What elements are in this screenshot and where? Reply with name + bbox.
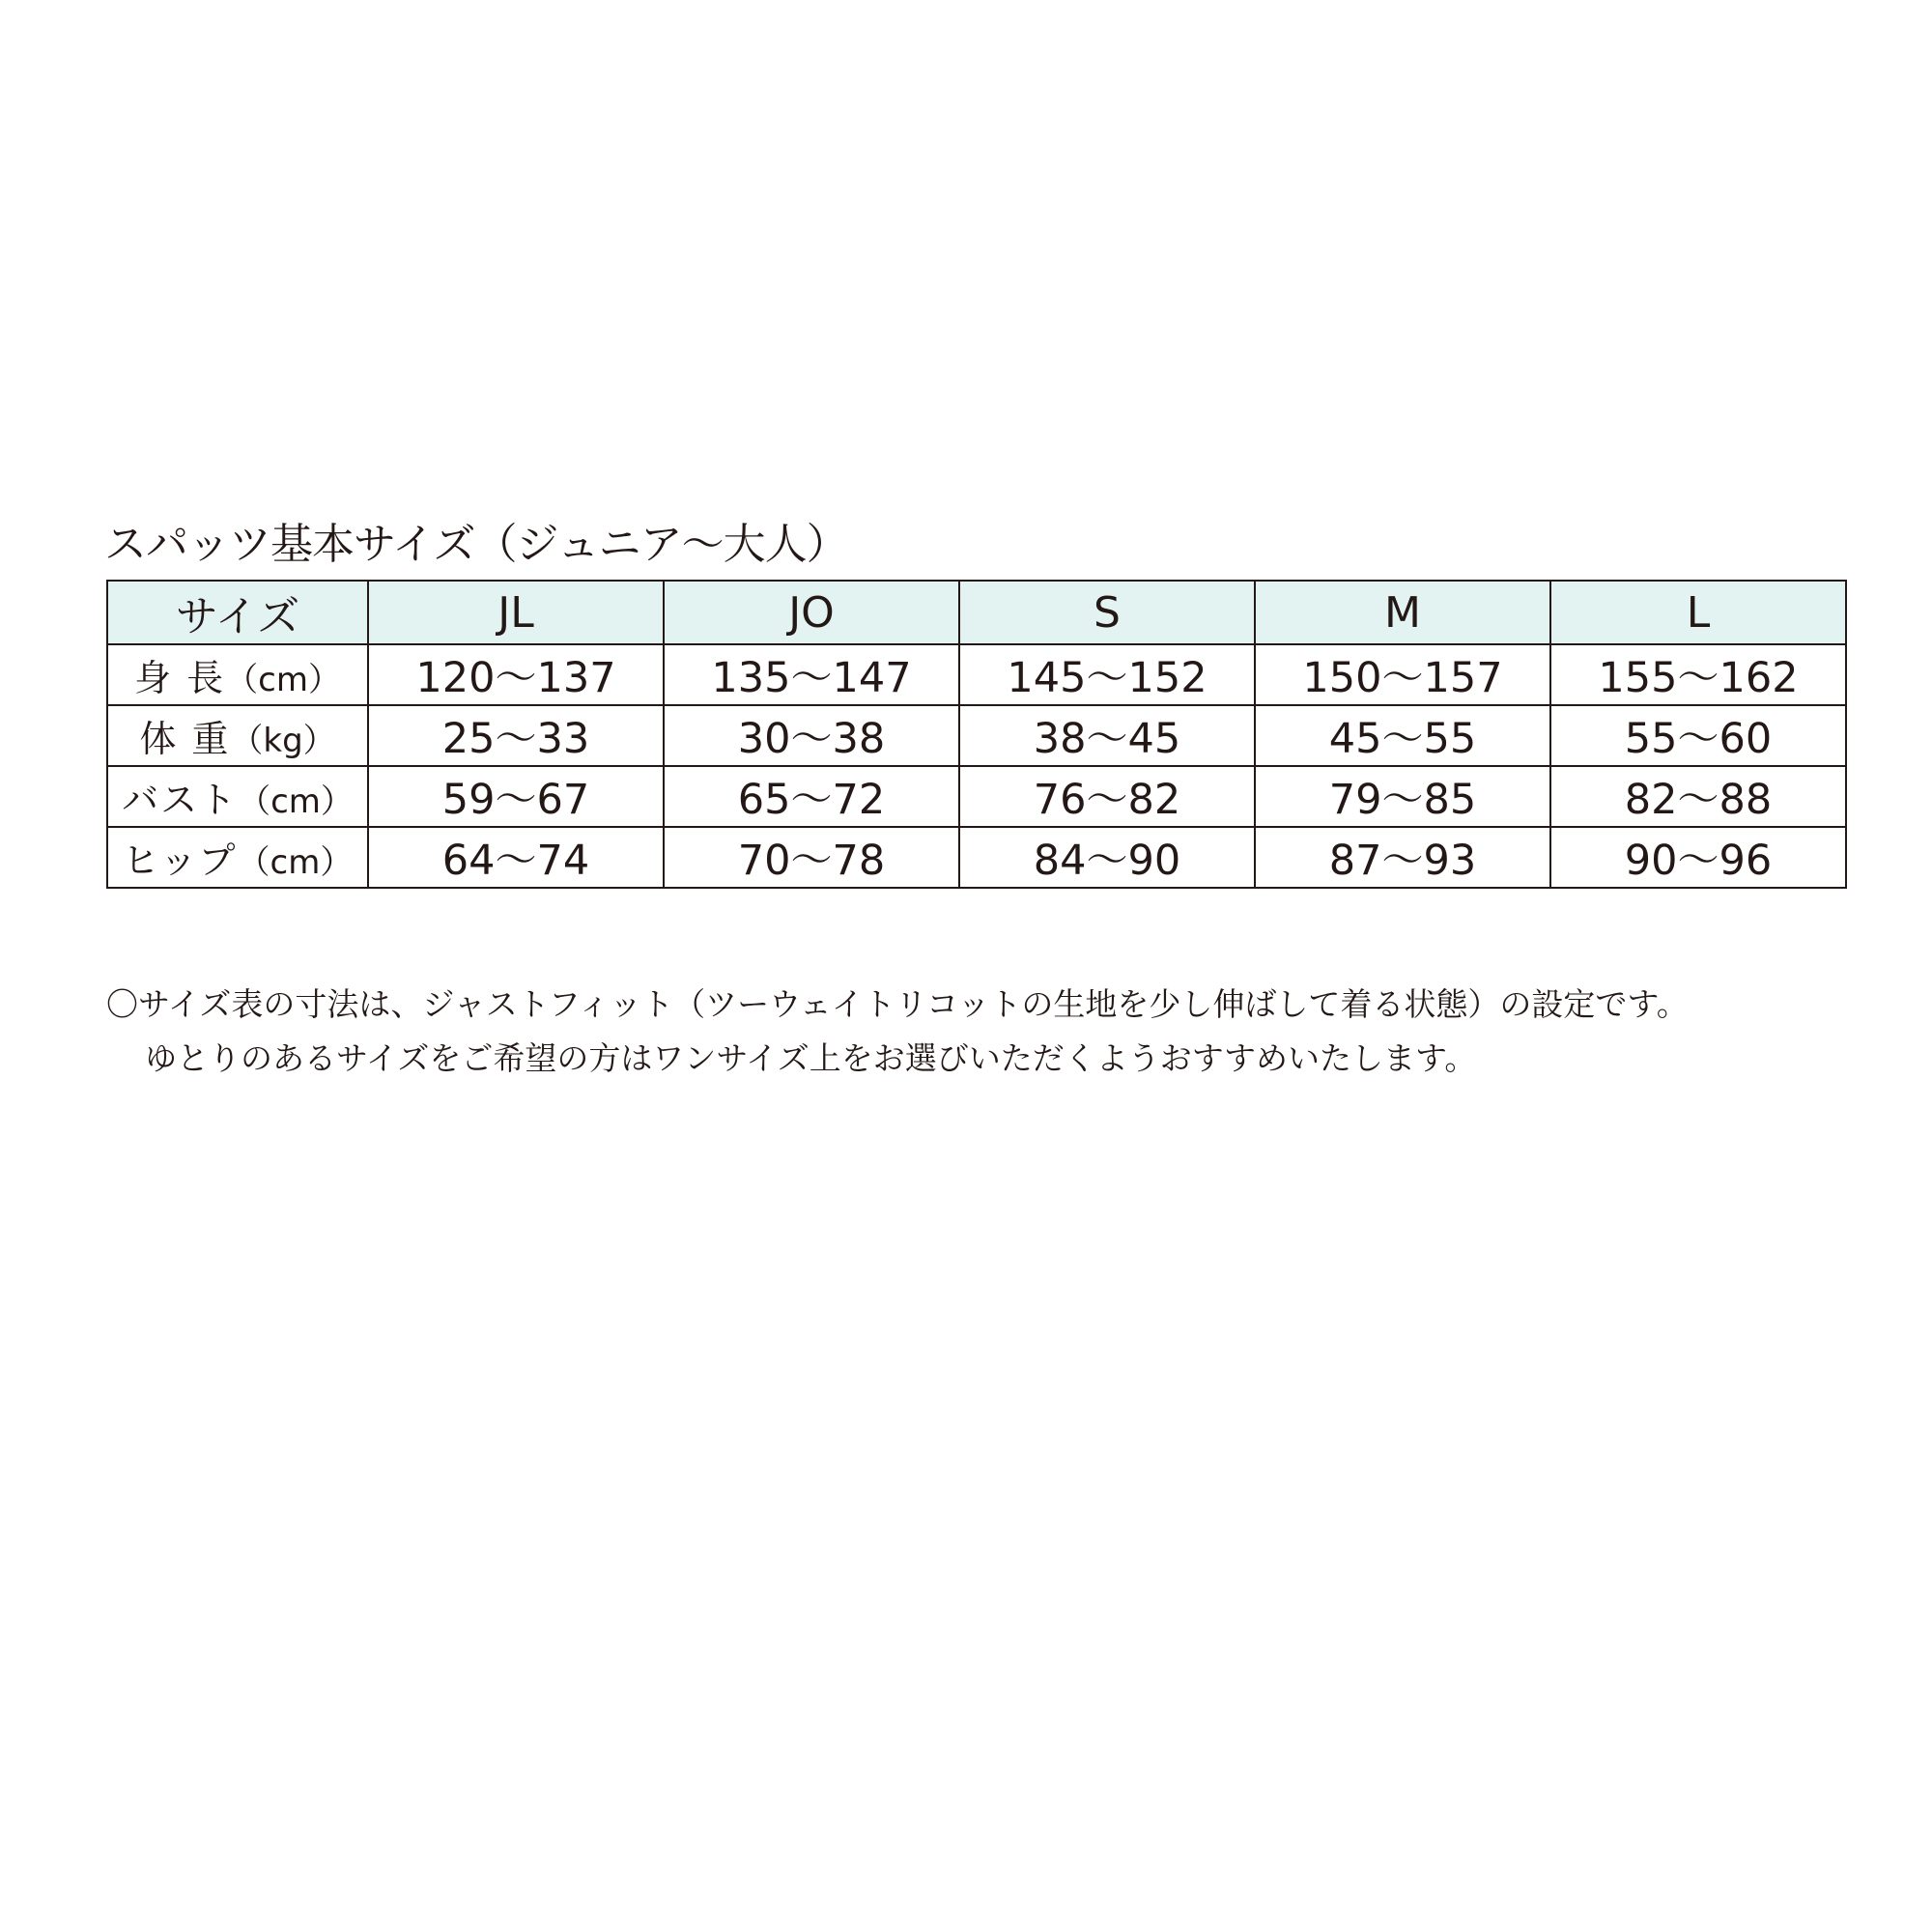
page-title: スパッツ基本サイズ（ジュニア〜大人） bbox=[104, 520, 848, 569]
note-line-2: ゆとりのあるサイズをご希望の方はワンサイズ上をお選びいただくようおすすめいたします。 bbox=[145, 1039, 1477, 1077]
table-cell: 82〜88 bbox=[1550, 766, 1846, 827]
table-cell: 70〜78 bbox=[664, 827, 959, 888]
header-size-l: L bbox=[1550, 581, 1846, 644]
table-cell: 45〜55 bbox=[1255, 705, 1550, 766]
table-cell: 25〜33 bbox=[368, 705, 664, 766]
table-header-row bbox=[107, 581, 1846, 644]
table-cell: 64〜74 bbox=[368, 827, 664, 888]
row-label-text: 体 重 bbox=[139, 718, 231, 760]
table-cell: 120〜137 bbox=[368, 644, 664, 705]
row-label-text: ヒップ bbox=[122, 839, 238, 882]
table-cell: 65〜72 bbox=[664, 766, 959, 827]
table-row-height bbox=[107, 644, 1846, 705]
table-cell: 145〜152 bbox=[959, 644, 1255, 705]
note-line-1: 〇サイズ表の寸法は、ジャストフィット（ツーウェイトリコットの生地を少し伸ばして着る状態）の設定です。 bbox=[106, 985, 1689, 1023]
table-cell: 59〜67 bbox=[368, 766, 664, 827]
row-label-unit: （cm） bbox=[238, 782, 354, 821]
row-label-unit: （cm） bbox=[237, 843, 354, 882]
table-row-weight bbox=[107, 705, 1846, 766]
table-cell: 38〜45 bbox=[959, 705, 1255, 766]
row-label-weight bbox=[107, 705, 368, 766]
table-cell: 79〜85 bbox=[1255, 766, 1550, 827]
header-size-s: S bbox=[959, 581, 1255, 644]
row-label-hip bbox=[107, 827, 368, 888]
table-cell: 87〜93 bbox=[1255, 827, 1550, 888]
header-size-label: サイズ bbox=[107, 581, 368, 644]
row-label-text: バスト bbox=[122, 779, 239, 821]
table-cell: 84〜90 bbox=[959, 827, 1255, 888]
table-cell: 30〜38 bbox=[664, 705, 959, 766]
table-row-hip bbox=[107, 827, 1846, 888]
row-label-height bbox=[107, 644, 368, 705]
size-notes bbox=[106, 978, 1689, 1086]
table-cell: 135〜147 bbox=[664, 644, 959, 705]
header-size-jo: JO bbox=[664, 581, 959, 644]
row-label-unit: （cm） bbox=[225, 661, 341, 699]
table-cell: 90〜96 bbox=[1550, 827, 1846, 888]
row-label-text: 身 長 bbox=[134, 657, 226, 699]
table-cell: 76〜82 bbox=[959, 766, 1255, 827]
table-cell: 150〜157 bbox=[1255, 644, 1550, 705]
row-label-unit: （kg） bbox=[230, 722, 336, 760]
header-size-m: M bbox=[1255, 581, 1550, 644]
row-label-bust bbox=[107, 766, 368, 827]
table-cell: 155〜162 bbox=[1550, 644, 1846, 705]
size-table bbox=[106, 580, 1847, 889]
table-cell: 55〜60 bbox=[1550, 705, 1846, 766]
table-row-bust bbox=[107, 766, 1846, 827]
header-size-jl: JL bbox=[368, 581, 664, 644]
